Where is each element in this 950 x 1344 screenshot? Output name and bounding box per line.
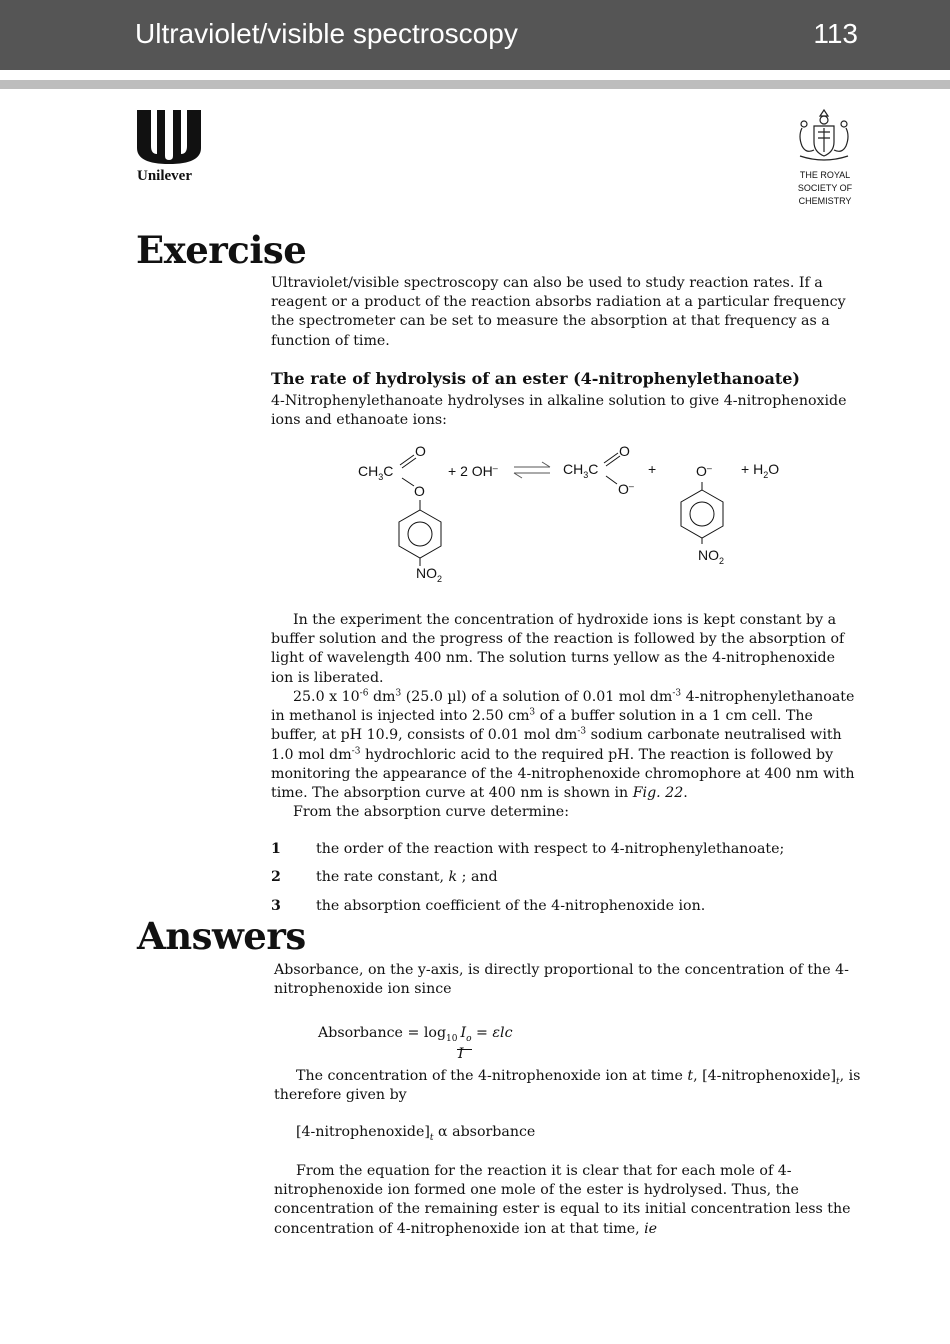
header-rule [0, 80, 950, 89]
svg-text:+ 2 OH–: + 2 OH– [448, 463, 498, 479]
header-bar [0, 0, 950, 70]
page-number: 113 [813, 18, 858, 49]
equation-denominator: I [458, 1046, 464, 1062]
unilever-logo-icon [135, 108, 203, 166]
answers-heading: Answers [137, 914, 306, 958]
svg-text:CH3C: $CH_3C$ [358, 463, 394, 482]
unilever-wordmark: Unilever [137, 168, 192, 184]
svg-text:O–: O– [618, 481, 634, 497]
question-text: the rate constant, k ; and [316, 869, 498, 885]
absorbance-equation: Absorbance = $\log_{10} I_o = \varepsilon lc$ [318, 1025, 513, 1044]
proportionality-equation: $[4-nitrophenoxide]_t$ α absorbance [296, 1124, 536, 1143]
svg-text:+ H2O: + $H_2O$ [741, 461, 780, 480]
exercise-subheading: The rate of hydrolysis of an ester (4-nitrophenylethanoate) [271, 369, 800, 388]
question-number: 2 [271, 869, 281, 885]
rsc-wordmark: THE ROYAL SOCIETY OF CHEMISTRY [797, 170, 853, 206]
exercise-heading: Exercise [136, 228, 307, 272]
question-number: 3 [271, 898, 281, 914]
reaction-scheme [340, 438, 800, 588]
svg-text:+: + [648, 461, 657, 477]
exercise-para2: 25.0 x $10^{-6}$ $dm^3$ (25.0 µl) of a solution of 0.01 mol $dm^{-3}$ 4-nitrophenylethanoate in methanol is injected into 2.50 $cm^3$ of a buffer solution in a 1 cm cell. The buffer, at pH 10.9, consists of 0.01 mol $dm^{-3}$ sodium carbonate neutralised with 1.0 mol $dm^{-3}$ hydrochloric acid to the required pH. The reaction is followed by monitoring the appearance of the 4-nitrophenoxide chromophore at 400 nm with time. The absorption curve at 400 nm is shown in Fig. 22. [271, 688, 855, 802]
answers-p1: Absorbance, on the y-axis, is directly proportional to the concentration of the 4-nitrophenoxide ion since [274, 962, 849, 998]
page-title: Ultraviolet/visible spectroscopy [135, 18, 518, 49]
exercise-para3: From the absorption curve determine: [293, 804, 569, 820]
royal-society-crest-icon [792, 106, 856, 166]
question-text: the order of the reaction with respect to 4-nitrophenylethanoate; [316, 841, 785, 857]
exercise-sub-intro: 4-Nitrophenylethanoate hydrolyses in alkaline solution to give 4-nitrophenoxide ions and ethanoate ions: [271, 393, 847, 429]
answers-p2: The concentration of the 4-nitrophenoxide ion at time t, $[4-nitrophenoxide]_t$, is therefore given by [274, 1068, 861, 1104]
exercise-para1: In the experiment the concentration of hydroxide ions is kept constant by a buffer solution and the progress of the reaction is followed by the absorption of light of wavelength 400 nm. The solution turns yellow as the 4-nitrophenoxide ion is liberated. [271, 612, 845, 686]
svg-text:CH3C: $CH_3C$ [563, 461, 599, 480]
svg-text:O: O [414, 483, 425, 499]
answers-p3: From the equation for the reaction it is clear that for each mole of 4-nitrophenoxide ion formed one mole of the ester is hydrolysed. Thus, the concentration of the remaining ester is equal to its initial concentration less the concentration of 4-nitrophenoxide ion at that time, ie [274, 1163, 851, 1237]
svg-text:O–: O– [696, 463, 712, 479]
question-number: 1 [271, 841, 281, 857]
svg-text:O: O [619, 443, 630, 459]
question-text: the absorption coefficient of the 4-nitrophenoxide ion. [316, 898, 706, 914]
svg-text:NO2: $NO_2$ [698, 547, 725, 566]
exercise-intro: Ultraviolet/visible spectroscopy can also be used to study reaction rates. If a reagent or a product of the reaction absorbs radiation at a particular frequency the spectrometer can be set to measure the absorption at that frequency as a function of time. [271, 275, 846, 349]
svg-text:O: O [415, 443, 426, 459]
svg-text:NO2: $NO_2$ [416, 565, 443, 584]
